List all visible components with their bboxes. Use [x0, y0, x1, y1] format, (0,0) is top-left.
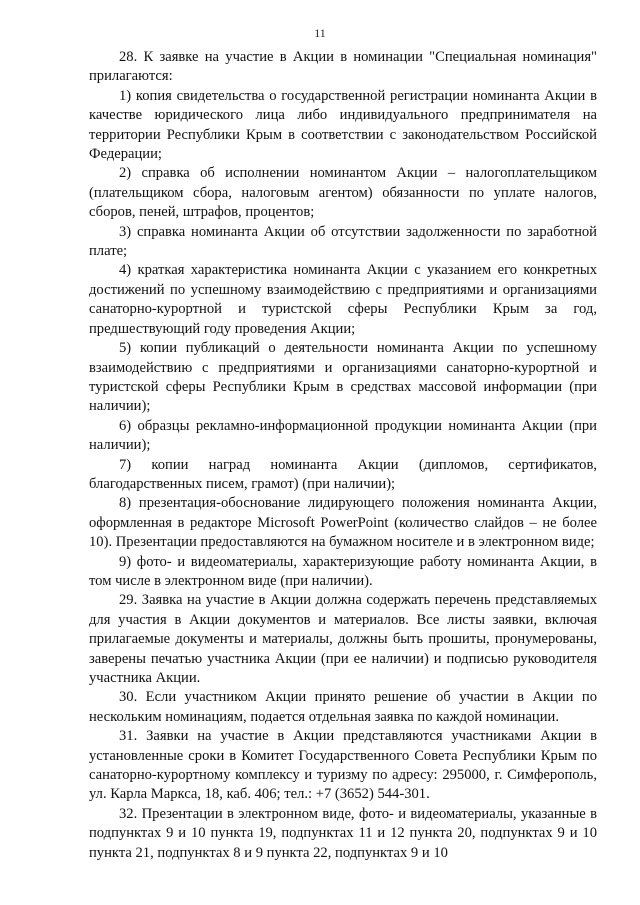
list-item-2: 2) справка об исполнении номинантом Акции – налогоплательщиком (плательщиком сбора, налоговым агентом) обязанности по уплате налогов, сборов, пеней, штрафов, процентов; — [89, 165, 597, 221]
document-body — [89, 48, 597, 863]
paragraph-28: 28. К заявке на участие в Акции в номинации "Специальная номинация" прилагаются: — [89, 49, 597, 85]
list-item-1: 1) копия свидетельства о государственной регистрации номинанта Акции в качестве юридического лица либо индивидуального предпринимателя на территории Республики Крым в соответствии с законодательством Российской Федерации; — [89, 87, 597, 163]
paragraph-31: 31. Заявки на участие в Акции представляются участниками Акции в установленные сроки в Комитет Государственного Совета Республики Крым по санаторно-курортному комплексу и туризму по адресу: 295000, г. Симферополь, ул. Карла Маркса, 18, каб. 406; тел.: +7 (3652) 544-301. — [89, 728, 597, 803]
list-item-8: 8) презентация-обоснование лидирующего положения номинанта Акции, оформленная в редакторе Microsoft PowerPoint (количество слайдов – не более 10). Презентации предоставляются на бумажном носителе и в электронном виде; — [89, 495, 597, 551]
list-item-7: 7) копии наград номинанта Акции (дипломов, сертификатов, благодарственных писем, грамот) (при наличии); — [89, 456, 597, 492]
list-item-3: 3) справка номинанта Акции об отсутствии задолженности по заработной плате; — [89, 223, 597, 260]
paragraph-30: 30. Если участником Акции принято решение об участии в Акции по нескольким номинациям, подается отдельная заявка по каждой номинации. — [89, 689, 597, 725]
list-item-4: 4) краткая характеристика номинанта Акции с указанием его конкретных достижений по успешному взаимодействию с предприятиями и организациями санаторно-курортной и туристской сферы Республики Крым за год, предшествующий году проведения Акции; — [89, 262, 597, 337]
list-item-6: 6) образцы рекламно-информационной продукции номинанта Акции (при наличии); — [89, 417, 597, 454]
paragraph-29: 29. Заявка на участие в Акции должна содержать перечень представляемых для участия в Акции документов и материалов. Все листы заявки, включая прилагаемые документы и материалы, должны быть прошиты, пронумерованы, заверены печатью участника Акции (при ее наличии) и подписью руководителя участника Акции. — [89, 592, 597, 686]
list-item-9: 9) фото- и видеоматериалы, характеризующие работу номинанта Акции, в том числе в электронном виде (при наличии). — [89, 553, 597, 589]
paragraph-32: 32. Презентации в электронном виде, фото- и видеоматериалы, указанные в подпунктах 9 и 10 пункта 19, подпунктах 11 и 12 пункта 20, подпунктах 9 и 10 пункта 21, подпунктах 8 и 9 пункта 22, подпунктах 9 и 10 — [89, 805, 597, 861]
page-number: 11 — [314, 26, 326, 40]
list-item-5: 5) копии публикаций о деятельности номинанта Акции по успешному взаимодействию с предприятиями и организациями санаторно-курортной и туристской сферы Республики Крым в средствах массовой информации (при наличии); — [89, 340, 597, 415]
